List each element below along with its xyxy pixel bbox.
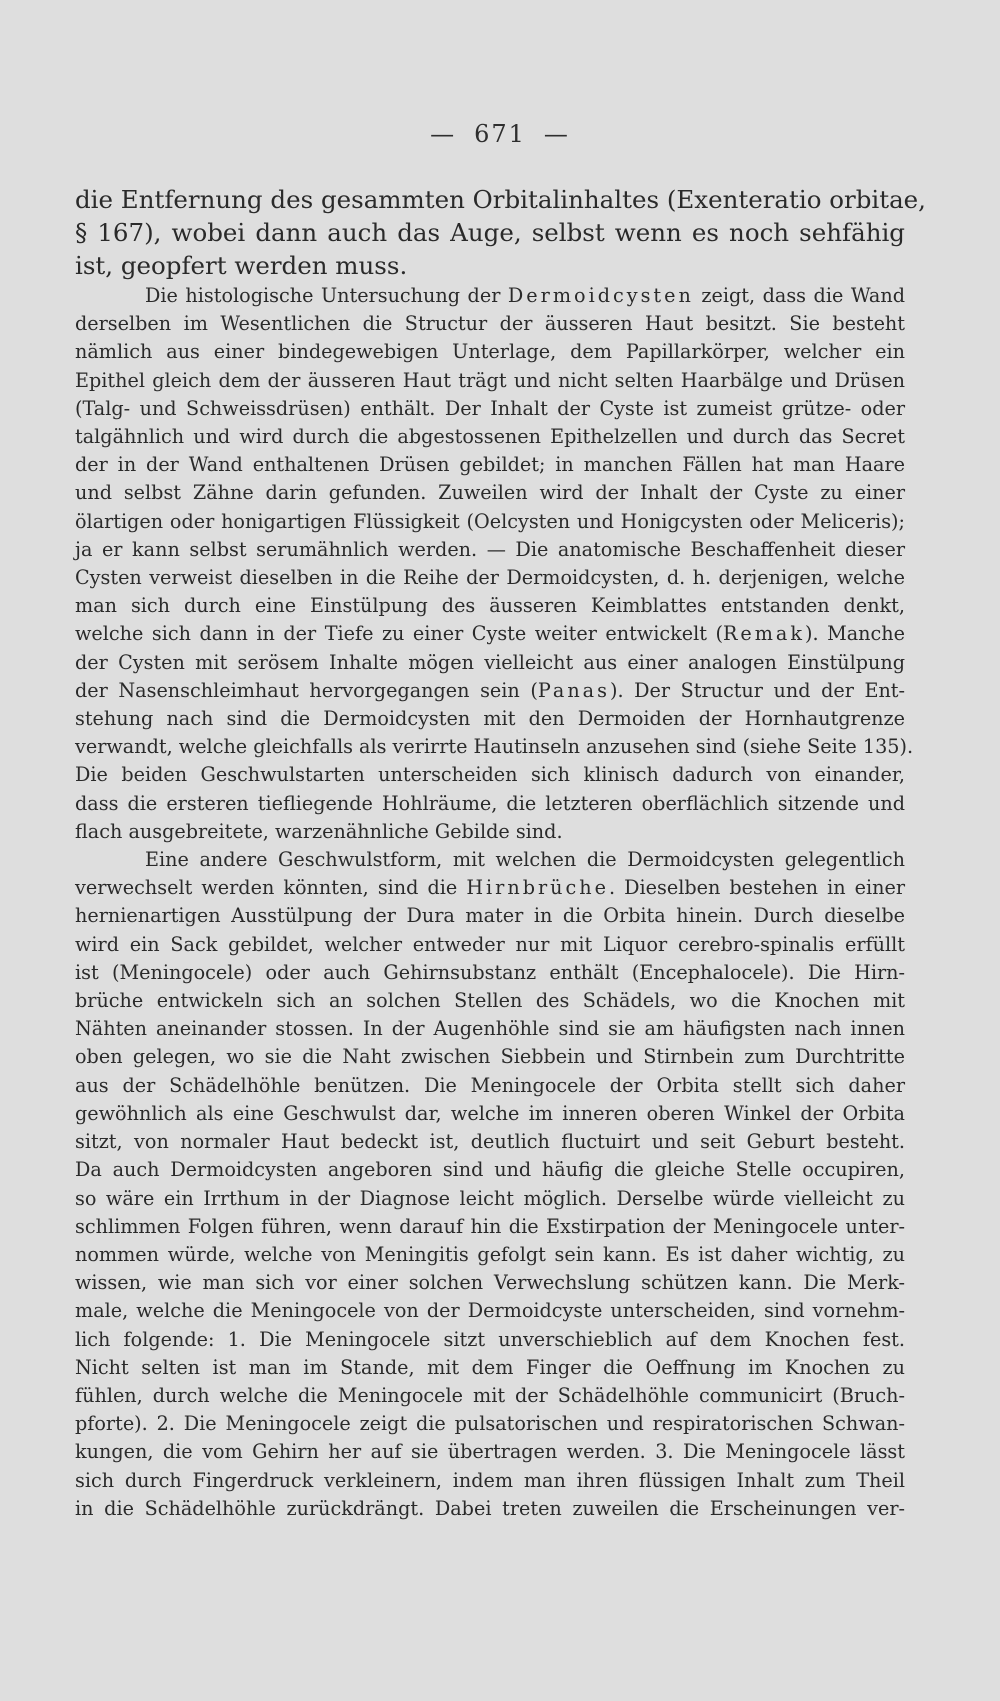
text-line: Cysten verweist dieselben in die Reihe der Dermoidcysten, d. h. derjenigen, welche bbox=[75, 566, 905, 590]
spaced-term: Dermoidcysten bbox=[507, 284, 694, 307]
text-line: derselben im Wesentlichen die Structur der äusseren Haut besitzt. Sie besteht bbox=[75, 312, 905, 336]
text-line: brüche entwickeln sich an solchen Stellen des Schädels, wo die Knochen mit bbox=[75, 989, 905, 1013]
text-line: ist (Meningocele) oder auch Gehirnsubstanz enthält (Encephalocele). Die Hirn- bbox=[75, 960, 905, 984]
text-line: nämlich aus einer bindegewebigen Unterlage, dem Papillarkörper, welcher ein bbox=[75, 340, 905, 364]
text-line: verwandt, welche gleichfalls als verirrte Hautinseln anzusehen sind (siehe Seite 135). bbox=[75, 735, 914, 759]
text-line: sitzt, von normaler Haut bedeckt ist, deutlich fluctuirt und seit Geburt besteht. bbox=[75, 1130, 905, 1154]
text-run: verwechselt werden könnten, sind die bbox=[75, 876, 467, 900]
intro-paragraph bbox=[75, 183, 926, 282]
text-line: man sich durch eine Einstülpung des äusseren Keimblattes entstanden denkt, bbox=[75, 594, 905, 618]
text-line bbox=[75, 677, 905, 705]
text-run: ). Manche bbox=[805, 622, 906, 646]
text-run: welche sich dann in der Tiefe zu einer Cyste weiter entwickelt ( bbox=[75, 622, 723, 646]
text-run: der Nasenschleimhaut hervorgegangen sein ( bbox=[75, 678, 538, 702]
text-line: der Cysten mit serösem Inhalte mögen vielleicht aus einer analogen Einstülpung bbox=[75, 650, 905, 674]
spaced-term: Hirnbrüche bbox=[466, 876, 609, 900]
text-line: flach ausgebreitete, warzenähnliche Gebilde sind. bbox=[75, 819, 563, 843]
text-line: dass die ersteren tiefliegende Hohlräume, die letzteren oberflächlich sitzende und bbox=[75, 791, 905, 815]
text-line: nommen würde, welche von Meningitis gefolgt sein kann. Es ist daher wichtig, zu bbox=[75, 1242, 905, 1266]
spaced-term: Panas bbox=[537, 678, 610, 702]
text-line: oben gelegen, wo sie die Naht zwischen Siebbein und Stirnbein zum Durchtritte bbox=[75, 1045, 905, 1069]
text-line: und selbst Zähne darin gefunden. Zuweilen wird der Inhalt der Cyste zu einer bbox=[75, 481, 905, 505]
text-line: Epithel gleich dem der äusseren Haut trägt und nicht selten Haarbälge und Drüsen bbox=[75, 368, 905, 392]
text-run: zeigt, dass die Wand bbox=[693, 284, 905, 307]
folio-dash-right: — bbox=[543, 120, 570, 148]
text-line: ja er kann selbst serumähnlich werden. — Die anatomische Beschaffenheit dieser bbox=[75, 537, 905, 561]
text-line: hernienartigen Ausstülpung der Dura mater in die Orbita hinein. Durch dieselbe bbox=[75, 904, 905, 928]
page-number bbox=[0, 120, 1000, 148]
text-run: . Dieselben bestehen in einer bbox=[608, 876, 905, 900]
text-line: der in der Wand enthaltenen Drüsen gebildet; in manchen Fällen hat man Haare bbox=[75, 453, 905, 477]
text-line: pforte). 2. Die Meningocele zeigt die pulsatorischen und respiratorischen Schwan- bbox=[75, 1412, 905, 1436]
page-number-value: 671 bbox=[474, 120, 526, 148]
text-line: in die Schädelhöhle zurückdrängt. Dabei treten zuweilen die Erscheinungen ver- bbox=[75, 1496, 905, 1520]
text-line: Nähten aneinander stossen. In der Augenhöhle sind sie am häufigsten nach innen bbox=[75, 1017, 905, 1041]
spaced-term: Remak bbox=[722, 622, 806, 646]
text-line: Eine andere Geschwulstform, mit welchen die Dermoidcysten gelegentlich bbox=[145, 848, 905, 872]
text-line: kungen, die vom Gehirn her auf sie übertragen werden. 3. Die Meningocele lässt bbox=[75, 1440, 905, 1464]
text-line: lich folgende: 1. Die Meningocele sitzt unverschieblich auf dem Knochen fest. bbox=[75, 1327, 905, 1351]
text-line: talgähnlich und wird durch die abgestossenen Epithelzellen und durch das Secret bbox=[75, 425, 905, 449]
text-line bbox=[75, 282, 905, 310]
text-run: ). Der Structur und der Ent- bbox=[609, 678, 905, 702]
text-line: die Entfernung des gesammten Orbitalinhaltes (Exenteratio orbitae, bbox=[75, 185, 926, 214]
text-line bbox=[75, 620, 905, 648]
text-line: male, welche die Meningocele von der Dermoidcyste unterscheiden, sind vornehm- bbox=[75, 1299, 905, 1323]
text-line: ölartigen oder honigartigen Flüssigkeit (Oelcysten und Honigcysten oder Meliceris); bbox=[75, 509, 905, 533]
text-line: stehung nach sind die Dermoidcysten mit den Dermoiden der Hornhautgrenze bbox=[75, 707, 905, 731]
text-line: gewöhnlich als eine Geschwulst dar, welche im inneren oberen Winkel der Orbita bbox=[75, 1101, 905, 1125]
text-line: fühlen, durch welche die Meningocele mit der Schädelhöhle communicirt (Bruch- bbox=[75, 1383, 905, 1407]
text-line: schlimmen Folgen führen, wenn darauf hin die Exstirpation der Meningocele unter- bbox=[75, 1214, 905, 1238]
text-line: Die beiden Geschwulstarten unterscheiden sich klinisch dadurch von einander, bbox=[75, 763, 905, 787]
text-line: so wäre ein Irrthum in der Diagnose leicht möglich. Derselbe würde vielleicht zu bbox=[75, 1186, 905, 1210]
text-line: aus der Schädelhöhle benützen. Die Meningocele der Orbita stellt sich daher bbox=[75, 1073, 905, 1097]
text-line: ist, geopfert werden muss. bbox=[75, 251, 408, 280]
paragraph-dermoidcysten bbox=[75, 282, 914, 846]
text-line: wissen, wie man sich vor einer solchen Verwechslung schützen kann. Die Merk- bbox=[75, 1271, 905, 1295]
text-run: Die histologische Untersuchung der bbox=[145, 284, 508, 307]
folio-dash-left: — bbox=[430, 120, 457, 148]
text-line: § 167), wobei dann auch das Auge, selbst wenn es noch sehfähig bbox=[75, 218, 905, 247]
paragraph-hirnbrueche bbox=[75, 846, 905, 1523]
body-text bbox=[75, 183, 926, 1523]
text-line: wird ein Sack gebildet, welcher entweder nur mit Liquor cerebro-spinalis erfüllt bbox=[75, 932, 905, 956]
text-line: Nicht selten ist man im Stande, mit dem Finger die Oeffnung im Knochen zu bbox=[75, 1355, 905, 1379]
text-line bbox=[75, 874, 905, 902]
text-line: (Talg- und Schweissdrüsen) enthält. Der Inhalt der Cyste ist zumeist grütze- oder bbox=[75, 396, 905, 420]
text-line: sich durch Fingerdruck verkleinern, indem man ihren flüssigen Inhalt zum Theil bbox=[75, 1468, 905, 1492]
text-line: Da auch Dermoidcysten angeboren sind und häufig die gleiche Stelle occupiren, bbox=[75, 1158, 905, 1182]
